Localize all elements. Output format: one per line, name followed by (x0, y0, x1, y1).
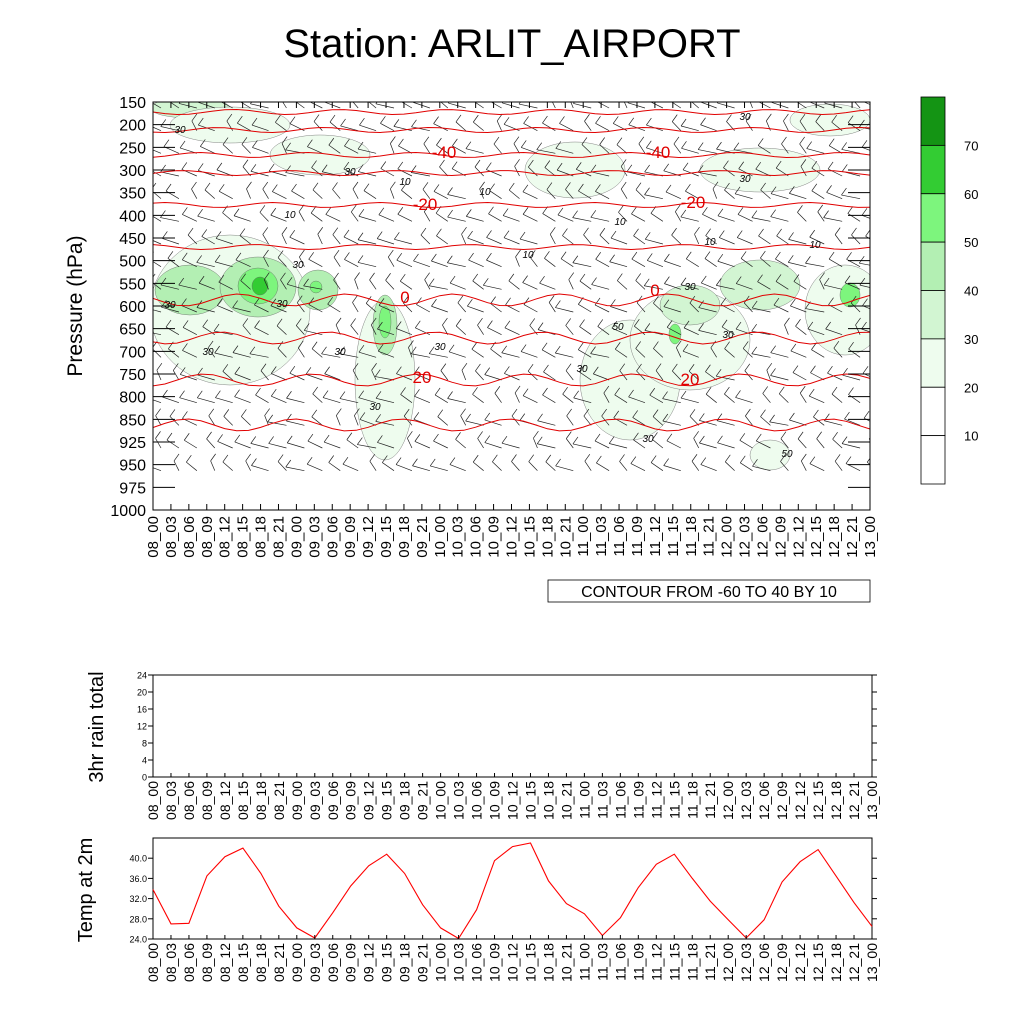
time-tick-label: 10_09 (485, 516, 503, 558)
time-tick-label: 08_00 (145, 516, 162, 558)
x-tick-label: 11_18 (684, 943, 701, 981)
time-tick-label: 10_12 (503, 516, 521, 558)
colorbar-box (921, 242, 945, 290)
x-tick-label: 09_21 (414, 781, 431, 820)
colorbar-tick-label: 20 (964, 380, 979, 396)
y-tick-label: 16 (136, 704, 147, 715)
wind-barb-flag (308, 94, 313, 101)
pressure-tick-label: 450 (119, 231, 146, 248)
wind-speed-contour-label: 10 (809, 240, 821, 251)
wind-barb-flag (794, 93, 799, 100)
x-tick-label: 12_12 (792, 781, 809, 820)
time-tick-label: 11_15 (664, 516, 682, 557)
temperature-contour-label: 20 (680, 370, 700, 389)
x-tick-label: 13_00 (864, 943, 880, 982)
x-tick-label: 12_12 (792, 943, 809, 982)
x-tick-label: 08_18 (252, 781, 269, 820)
time-tick-label: 08_12 (216, 516, 234, 558)
x-tick-label: 08_09 (198, 943, 215, 982)
wind-speed-contour-label: 30 (576, 364, 588, 375)
time-tick-label: 09_09 (342, 516, 360, 558)
x-tick-label: 09_09 (342, 781, 359, 820)
colorbar-tick-label: 10 (964, 428, 979, 444)
pressure-tick-label: 925 (119, 435, 146, 452)
wind-barb-flag (749, 91, 754, 98)
time-tick-label: 10_03 (449, 516, 467, 558)
x-tick-label: 08_21 (270, 943, 287, 982)
x-tick-label: 11_09 (630, 781, 647, 819)
temperature-contour-label: -40 (645, 143, 671, 162)
x-tick-label: 12_09 (774, 943, 791, 982)
wind-speed-contour-label: 30 (344, 167, 356, 178)
wind-barb-shaft (870, 348, 878, 357)
time-tick-label: 10_21 (557, 516, 575, 558)
wind-speed-contour-label: 30 (292, 260, 304, 271)
x-tick-label: 09_15 (378, 943, 395, 982)
x-tick-label: 12_21 (846, 943, 863, 982)
wind-barb-shaft (874, 189, 878, 199)
x-tick-label: 08_00 (145, 781, 161, 820)
x-tick-label: 08_03 (162, 781, 179, 820)
wind-barb-flag (472, 93, 477, 100)
colorbar-tick-label: 50 (964, 235, 979, 251)
time-tick-label: 11_03 (593, 516, 611, 557)
wind-barb-flag (146, 140, 151, 147)
temp-axis-label: Temp at 2m (75, 837, 97, 943)
wind-speed-contour-label: 30 (739, 174, 751, 185)
time-tick-label: 10_18 (539, 516, 557, 558)
wind-barb-flag (366, 92, 371, 99)
wind-barb-flag (281, 91, 286, 98)
time-tick-label: 12_06 (754, 516, 772, 558)
x-tick-label: 10_03 (450, 781, 467, 820)
wind-speed-contour-label: 30 (684, 282, 696, 293)
x-tick-label: 08_00 (145, 943, 161, 982)
x-tick-label: 11_15 (666, 943, 683, 981)
wind-barb-flag (399, 93, 404, 100)
pressure-tick-label: 975 (119, 480, 146, 498)
pressure-axis-label: Pressure (hPa) (64, 235, 87, 377)
time-tick-label: 10_06 (467, 516, 485, 558)
pressure-tick-label: 750 (119, 367, 146, 384)
time-tick-label: 11_09 (628, 516, 646, 557)
x-tick-label: 11_21 (702, 781, 719, 819)
x-tick-label: 08_12 (216, 781, 233, 820)
time-tick-label: 12_00 (718, 516, 736, 558)
wind-barb-flag (689, 92, 694, 99)
x-tick-label: 10_12 (504, 943, 521, 982)
time-tick-label: 09_00 (288, 516, 306, 558)
time-tick-label: 11_12 (646, 516, 664, 557)
x-tick-label: 08_06 (180, 943, 197, 982)
wind-speed-contour-label: 30 (334, 347, 346, 358)
x-tick-label: 12_06 (756, 781, 773, 820)
x-tick-label: 12_15 (810, 781, 827, 820)
wind-speed-contour-label: 30 (722, 330, 734, 341)
colorbar-box (921, 291, 945, 339)
wind-barb-flag (809, 95, 814, 102)
y-tick-label: 36.0 (129, 873, 147, 884)
wind-speed-contour-label: 30 (642, 434, 654, 445)
time-tick-label: 09_06 (324, 516, 342, 558)
wind-barb-flag (324, 95, 329, 102)
temperature-contour-label: -20 (412, 195, 438, 214)
time-tick-label: 13_00 (862, 516, 879, 558)
page-title: Station: ARLIT_AIRPORT (283, 22, 741, 66)
wind-barb-flag (350, 92, 355, 99)
wind-barb (872, 159, 878, 176)
wind-speed-contour-label: 10 (614, 217, 626, 228)
x-tick-label: 10_00 (432, 781, 449, 820)
colorbar-box (921, 339, 945, 387)
pressure-tick-label: 350 (119, 185, 146, 203)
time-tick-label: 08_15 (234, 516, 252, 558)
temperature-contour-label: 0 (400, 288, 410, 307)
x-tick-label: 11_12 (648, 943, 665, 981)
wind-speed-contour-label: 30 (369, 402, 381, 413)
x-tick-label: 09_06 (324, 781, 341, 820)
x-tick-label: 09_12 (360, 943, 377, 982)
wind-barb-flag (701, 95, 706, 102)
y-tick-label: 20 (136, 687, 147, 698)
x-tick-label: 10_09 (486, 943, 503, 982)
colorbar-tick-label: 30 (964, 331, 979, 347)
wind-speed-contour-label: 30 (174, 125, 186, 136)
wind-speed-contour-label: 30 (739, 112, 751, 123)
y-tick-label: 24.0 (129, 934, 147, 945)
x-tick-label: 11_21 (702, 943, 719, 981)
pressure-tick-label: 800 (119, 389, 146, 407)
x-tick-label: 08_15 (234, 781, 251, 820)
wind-barb-flag (198, 95, 203, 102)
wind-speed-contour-label: 30 (202, 347, 214, 358)
x-tick-label: 08_12 (216, 943, 233, 982)
x-tick-label: 10_06 (468, 781, 485, 820)
contour-info-box (548, 580, 870, 602)
shade-region (252, 277, 268, 295)
y-tick-label: 0 (141, 772, 147, 783)
x-tick-label: 11_03 (594, 943, 611, 981)
pressure-tick-label: 150 (119, 95, 146, 112)
contour-info-text: CONTOUR FROM -60 TO 40 BY 10 (581, 584, 837, 601)
x-tick-label: 11_00 (576, 943, 593, 981)
time-tick-label: 08_21 (270, 516, 288, 558)
x-tick-label: 12_18 (828, 781, 845, 820)
y-tick-label: 4 (141, 755, 147, 766)
shade-region (805, 265, 885, 355)
x-tick-label: 10_21 (558, 943, 575, 982)
colorbar-tick-label: 70 (964, 138, 979, 154)
colorbar-box (921, 145, 945, 193)
x-tick-label: 12_15 (810, 943, 827, 982)
time-tick-label: 11_06 (611, 516, 629, 557)
wind-barb-flag (870, 341, 875, 348)
time-tick-label: 12_12 (790, 516, 808, 558)
x-tick-label: 10_21 (558, 781, 575, 820)
x-tick-label: 10_15 (522, 943, 539, 982)
pressure-tick-label: 1000 (110, 503, 146, 520)
x-tick-label: 10_18 (540, 943, 557, 982)
pressure-tick-label: 950 (119, 457, 146, 475)
x-tick-label: 11_18 (684, 781, 701, 819)
time-tick-label: 11_18 (682, 516, 700, 557)
x-tick-label: 10_18 (540, 781, 557, 820)
wind-speed-contour-label: 10 (704, 237, 716, 248)
wind-barb-shaft (870, 394, 878, 403)
y-tick-label: 40.0 (129, 853, 147, 864)
wind-barb-flag (146, 230, 151, 237)
x-tick-label: 09_03 (306, 943, 323, 982)
time-tick-label: 08_06 (180, 516, 198, 558)
time-tick-label: 12_15 (808, 516, 826, 558)
temperature-contour-label: 20 (412, 368, 432, 387)
x-tick-label: 09_06 (324, 943, 341, 982)
x-tick-label: 08_09 (198, 781, 215, 820)
time-tick-label: 11_00 (575, 516, 593, 557)
x-tick-label: 10_12 (504, 781, 521, 820)
y-tick-label: 12 (136, 721, 147, 732)
x-tick-label: 09_15 (378, 781, 395, 820)
time-tick-label: 09_18 (395, 516, 413, 558)
time-tick-label: 08_09 (198, 516, 216, 558)
time-tick-label: 12_21 (844, 516, 862, 558)
x-tick-label: 11_00 (576, 781, 593, 819)
x-tick-label: 09_18 (396, 781, 413, 820)
wind-barb-flag (146, 117, 151, 124)
cross-section-panel (64, 91, 885, 602)
x-tick-label: 09_00 (288, 943, 305, 982)
y-tick-label: 28.0 (129, 914, 147, 925)
colorbar-tick-label: 60 (964, 186, 979, 202)
wind-barb-shaft (869, 439, 878, 448)
shade-region (720, 260, 800, 310)
pressure-tick-label: 300 (119, 163, 146, 180)
pressure-tick-label: 400 (119, 208, 146, 226)
x-tick-label: 11_06 (612, 943, 629, 981)
wind-speed-contour-label: 10 (399, 177, 411, 188)
wind-barb-flag (219, 94, 224, 101)
x-tick-label: 11_06 (612, 781, 629, 819)
wind-barb-flag (438, 92, 443, 99)
wind-barb-flag (595, 94, 600, 101)
wind-barb-flag (551, 91, 556, 98)
x-tick-label: 11_15 (666, 781, 683, 819)
time-tick-label: 09_03 (306, 516, 324, 558)
x-tick-label: 09_18 (396, 943, 413, 982)
colorbar-box (921, 436, 945, 484)
wind-barb-shaft (872, 166, 878, 176)
wind-barb-flag (293, 93, 298, 100)
rain-plot-frame (153, 675, 872, 777)
wind-speed-contour-label: 30 (164, 300, 176, 311)
wind-barb-flag (167, 93, 172, 100)
time-tick-label: 09_21 (413, 516, 431, 558)
y-tick-label: 8 (141, 738, 147, 749)
time-tick-label: 10_15 (521, 516, 539, 558)
colorbar-box (921, 194, 945, 242)
wind-speed-contour-label: 30 (434, 342, 446, 353)
x-tick-label: 10_00 (432, 943, 449, 982)
x-tick-label: 08_06 (180, 781, 197, 820)
wind-speed-contour-label: 10 (479, 187, 491, 198)
x-tick-label: 10_03 (450, 943, 467, 982)
x-tick-label: 12_03 (738, 781, 755, 820)
x-tick-label: 08_03 (162, 943, 179, 982)
wind-barb-flag (863, 94, 868, 101)
x-tick-label: 12_06 (756, 943, 773, 982)
x-tick-label: 10_15 (522, 781, 539, 820)
temperature-contour-label: -40 (431, 143, 457, 162)
x-tick-label: 09_21 (414, 943, 431, 982)
time-tick-label: 11_21 (700, 516, 718, 557)
wind-barb-flag (623, 91, 628, 98)
wind-barb-flag (649, 94, 654, 101)
temp-plot-frame (153, 838, 872, 939)
wind-barb-flag (413, 95, 418, 102)
shade-region (790, 104, 870, 136)
x-tick-label: 13_00 (864, 781, 880, 820)
x-tick-label: 11_12 (648, 781, 665, 819)
y-tick-label: 32.0 (129, 894, 147, 905)
x-tick-label: 09_03 (306, 781, 323, 820)
x-tick-label: 12_00 (720, 943, 737, 982)
x-tick-label: 11_03 (594, 781, 611, 819)
wind-barb-flag (669, 93, 674, 100)
x-tick-label: 12_00 (720, 781, 737, 820)
x-tick-label: 08_21 (270, 781, 287, 820)
time-tick-label: 09_12 (360, 516, 378, 558)
rain-panel (86, 671, 880, 820)
x-tick-label: 10_06 (468, 943, 485, 982)
time-tick-label: 08_18 (252, 516, 270, 558)
colorbar-tick-label: 40 (964, 283, 979, 299)
x-tick-label: 12_21 (846, 781, 863, 820)
x-tick-label: 09_09 (342, 943, 359, 982)
wind-barb-flag (772, 95, 777, 102)
wind-barb-flag (238, 93, 243, 100)
x-tick-label: 11_09 (630, 943, 647, 981)
time-tick-label: 12_18 (826, 516, 844, 558)
wind-barb-flag (148, 161, 153, 168)
pressure-tick-label: 700 (119, 344, 146, 362)
pressure-tick-label: 550 (119, 276, 146, 294)
wind-speed-contour-label: 10 (284, 210, 296, 221)
shade-region (170, 107, 290, 143)
wind-speed-contour-label: 50 (781, 449, 793, 460)
wind-barb-flag (757, 94, 762, 101)
pressure-tick-label: 600 (119, 299, 146, 316)
colorbar-box (921, 387, 945, 435)
wind-speed-contour-label: 30 (276, 299, 288, 310)
time-tick-label: 12_03 (736, 516, 754, 558)
pressure-tick-label: 650 (119, 321, 146, 339)
x-tick-label: 09_00 (288, 781, 305, 820)
wind-barb (874, 182, 879, 199)
x-tick-label: 10_09 (486, 781, 503, 820)
wind-barb-flag (569, 91, 574, 98)
colorbar-box (921, 97, 945, 145)
x-tick-label: 08_18 (252, 943, 269, 982)
pressure-tick-label: 200 (119, 117, 146, 135)
rain-axis-label: 3hr rain total (86, 671, 108, 783)
time-tick-label: 12_09 (772, 516, 790, 558)
y-tick-label: 24 (136, 670, 147, 681)
wind-speed-contour-label: 10 (522, 250, 534, 261)
wind-barb-flag (489, 93, 494, 100)
temperature-contour-label: 0 (650, 281, 660, 300)
wind-barb-flag (148, 93, 153, 100)
x-tick-label: 12_18 (828, 943, 845, 982)
x-tick-label: 12_03 (738, 943, 755, 982)
pressure-tick-label: 250 (119, 140, 146, 158)
time-tick-label: 08_03 (162, 516, 180, 558)
wind-barb (870, 341, 878, 357)
wind-barb-flag (872, 159, 877, 166)
shade-region (310, 281, 322, 293)
wind-barb-flag (852, 92, 857, 99)
x-tick-label: 08_15 (234, 943, 251, 982)
temperature-panel (75, 838, 880, 982)
pressure-tick-label: 500 (119, 253, 146, 271)
colorbar (921, 97, 978, 484)
time-tick-label: 10_00 (431, 516, 449, 558)
x-tick-label: 12_09 (774, 781, 791, 820)
x-tick-label: 09_12 (360, 781, 377, 820)
wind-barb (869, 432, 878, 448)
time-tick-label: 09_15 (378, 516, 396, 558)
temperature-contour-label: -20 (680, 193, 706, 212)
wind-barb-flag (874, 182, 879, 189)
wind-speed-contour-label: 50 (612, 322, 624, 333)
wind-barb (870, 387, 878, 403)
pressure-tick-label: 850 (119, 412, 146, 430)
